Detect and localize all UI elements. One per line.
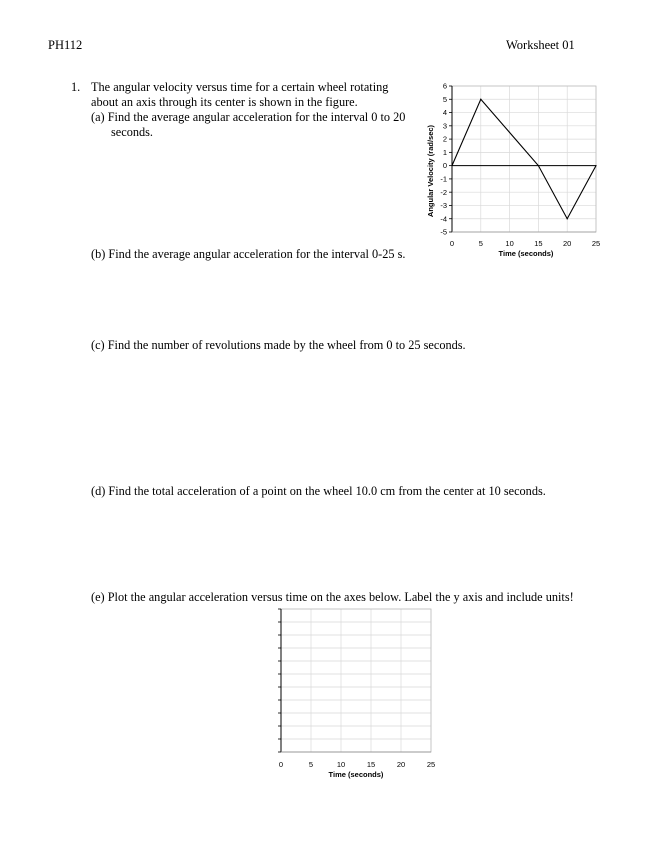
worksheet-title: Worksheet 01 xyxy=(506,38,575,52)
y-tick-label: 1 xyxy=(442,147,447,157)
x-axis-title: Time (seconds) xyxy=(498,249,554,258)
x-tick-label: 10 xyxy=(336,760,346,769)
y-tick-label: -1 xyxy=(440,174,447,184)
x-tick-label: 15 xyxy=(366,760,376,769)
y-tick-label: -3 xyxy=(440,201,447,211)
problem-intro-line2: about an axis through its center is shown in the figure. xyxy=(91,95,358,109)
course-code: PH112 xyxy=(48,38,83,52)
part-b: (b) Find the average angular acceleration for the interval 0-25 s. xyxy=(91,247,406,261)
x-tick-label: 20 xyxy=(563,239,572,248)
y-tick-label: 5 xyxy=(442,94,447,104)
problem-intro-line1: The angular velocity versus time for a certain wheel rotating xyxy=(91,80,389,94)
x-tick-label: 0 xyxy=(449,239,455,248)
part-c: (c) Find the number of revolutions made by the wheel from 0 to 25 seconds. xyxy=(91,338,466,352)
y-tick-label: 0 xyxy=(442,161,447,171)
x-tick-label: 0 xyxy=(278,760,284,769)
x-tick-label: 25 xyxy=(426,760,436,769)
y-tick-label: 2 xyxy=(442,134,447,144)
plot-frame xyxy=(281,609,431,752)
part-e: (e) Plot the angular acceleration versus time on the axes below. Label the y axis and include units! xyxy=(91,590,574,604)
y-tick-label: -4 xyxy=(440,214,447,224)
x-tick-label: 25 xyxy=(591,239,601,248)
part-a-line1: (a) Find the average angular acceleration for the interval 0 to 20 xyxy=(91,110,406,124)
x-tick-label: 10 xyxy=(505,239,514,248)
part-d: (d) Find the total acceleration of a point on the wheel 10.0 cm from the center at 10 seconds. xyxy=(91,484,546,498)
x-tick-label: 5 xyxy=(308,760,314,769)
y-axis-title: Angular Velocity (rad/sec) xyxy=(426,124,435,218)
y-tick-label: -2 xyxy=(440,187,447,197)
y-tick-label: 3 xyxy=(442,121,447,131)
y-tick-label: 4 xyxy=(442,108,447,118)
y-tick-label: -5 xyxy=(440,227,447,237)
y-tick-label: 6 xyxy=(442,81,447,91)
part-a-line2: seconds. xyxy=(111,125,154,139)
x-tick-label: 20 xyxy=(396,760,406,769)
x-tick-label: 15 xyxy=(534,239,543,248)
x-axis-title: Time (seconds) xyxy=(328,770,384,779)
problem-number: 1. xyxy=(71,80,81,94)
x-tick-label: 5 xyxy=(478,239,483,248)
